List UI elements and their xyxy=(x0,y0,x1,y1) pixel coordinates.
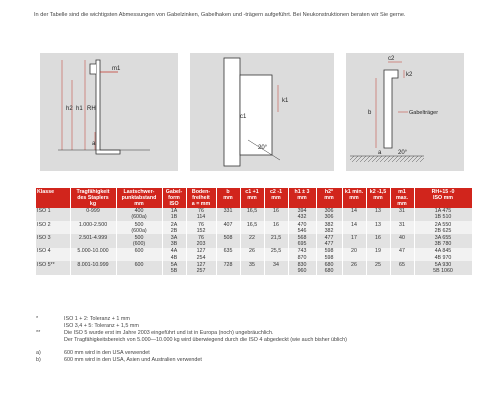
table-cell: 16,5 xyxy=(240,221,264,234)
table-row xyxy=(36,234,472,247)
column-header: k1 min. mm xyxy=(342,188,366,208)
table-row xyxy=(36,248,472,261)
footnote-text: 600 mm wird in den USA, Asien und Australien verwendet xyxy=(64,357,202,363)
table-cell: 830 960 xyxy=(288,261,316,274)
table-row xyxy=(36,208,472,221)
column-header: Lastschwer-punktabstand mm xyxy=(116,188,162,208)
table-cell: 25 xyxy=(366,261,390,274)
table-cell: 600 xyxy=(116,261,162,274)
table-cell: 743 870 xyxy=(288,248,316,261)
table-cell: 407 xyxy=(216,221,240,234)
footnote-mark: b) xyxy=(36,357,41,363)
footnote-mark: a) xyxy=(36,350,41,356)
column-header: Klasse xyxy=(36,188,70,208)
table-header-row xyxy=(36,188,472,208)
column-header: h2* mm xyxy=(316,188,342,208)
table-cell: ISO 2 xyxy=(36,221,70,234)
table-cell: ISO 4 xyxy=(36,248,70,261)
table-cell: 400 (600a) xyxy=(116,208,162,221)
fork-dimensions-table xyxy=(36,188,473,275)
column-header: b mm xyxy=(216,188,240,208)
table-cell: 500 (600) xyxy=(116,234,162,247)
table-cell: 5A 930 5B 1060 xyxy=(414,261,472,274)
table-cell: 65 xyxy=(390,261,414,274)
label-angle-2: 20° xyxy=(398,150,408,156)
label-a-carrier: a xyxy=(378,150,382,156)
table-cell: 470 546 xyxy=(288,221,316,234)
table-cell: 680 680 xyxy=(316,261,342,274)
table-cell: 1A 1B xyxy=(162,208,186,221)
table-cell: 598 598 xyxy=(316,248,342,261)
table-cell: 16 xyxy=(264,221,288,234)
table-cell: 5A 5B xyxy=(162,261,186,274)
table-cell: 3A 3B xyxy=(162,234,186,247)
column-header: c2 -1 mm xyxy=(264,188,288,208)
table-cell: 16 xyxy=(264,208,288,221)
table-cell: 382 382 xyxy=(316,221,342,234)
table-cell: 4A 845 4B 970 xyxy=(414,248,472,261)
table-cell: 13 xyxy=(366,221,390,234)
label-rh: RH xyxy=(87,106,96,112)
table-cell: 16 xyxy=(366,234,390,247)
table-cell: 0-999 xyxy=(70,208,116,221)
label-m1: m1 xyxy=(112,66,121,72)
table-cell: 508 xyxy=(216,234,240,247)
table-cell: 76 152 xyxy=(186,221,216,234)
table-cell: 20 xyxy=(342,248,366,261)
column-header: m1 max. mm xyxy=(390,188,414,208)
table-cell: 331 xyxy=(216,208,240,221)
label-c2: c2 xyxy=(388,56,395,62)
intro-text: In der Tabelle sind die wichtigsten Abmessungen von Gabelzinken, Gabelhaken und -trägern aufgeführt. Bei Neukonstruktionen beraten wir Sie gerne. xyxy=(34,12,406,18)
table-cell: ISO 3 xyxy=(36,234,70,247)
label-h1: h1 xyxy=(76,106,83,112)
table-cell: 14 xyxy=(342,208,366,221)
table-cell: 728 xyxy=(216,261,240,274)
table-cell: 76 114 xyxy=(186,208,216,221)
table-cell: 394 432 xyxy=(288,208,316,221)
table-cell: 25,5 xyxy=(264,248,288,261)
label-h2: h2 xyxy=(66,106,73,112)
label-angle-1: 20° xyxy=(258,145,268,151)
column-header: c1 +1 mm xyxy=(240,188,264,208)
footnote xyxy=(36,357,476,364)
footnote-text: 600 mm wird in den USA verwendet xyxy=(64,350,150,356)
column-header: Gabel-form ISO xyxy=(162,188,186,208)
label-k2: k2 xyxy=(406,72,413,78)
table-cell: 127 254 xyxy=(186,248,216,261)
table-cell: 306 306 xyxy=(316,208,342,221)
column-header: h1 ± 3 mm xyxy=(288,188,316,208)
table-cell: 76 203 xyxy=(186,234,216,247)
table-cell: 1.000-2.500 xyxy=(70,221,116,234)
table-cell: 14 xyxy=(342,221,366,234)
table-cell: ISO 1 xyxy=(36,208,70,221)
table-cell: 16,5 xyxy=(240,208,264,221)
footnote-text: Die ISO 5 wurde erst im Jahre 2003 eingeführt und ist in Europa (noch) ungebräuchlich. Der Tragfähigkeitsbereich von 5.000—10.000 kg wird überwiegend durch die ISO 4 abgedeckt (wie auch bisher üblich) xyxy=(64,330,347,343)
table-cell: 26 xyxy=(342,261,366,274)
table-cell: 35 xyxy=(240,261,264,274)
table-cell: 31 xyxy=(390,221,414,234)
table-cell: 600 xyxy=(116,248,162,261)
footnote xyxy=(36,350,476,357)
label-a: a xyxy=(92,141,96,147)
table-cell: 477 477 xyxy=(316,234,342,247)
table-cell: 8.001-10.999 xyxy=(70,261,116,274)
column-header: Tragfähigkeit des Staplers kg xyxy=(70,188,116,208)
footnote-mark: * xyxy=(36,316,39,322)
fork-dimension-diagrams xyxy=(0,50,500,175)
table-cell: 127 257 xyxy=(186,261,216,274)
table-cell: 3A 655 3B 780 xyxy=(414,234,472,247)
table-cell: 635 xyxy=(216,248,240,261)
table-cell: 1A 475 1B 510 xyxy=(414,208,472,221)
table-cell: 19 xyxy=(366,248,390,261)
footnote-text: ISO 1 + 2: Toleranz + 1 mm ISO 3,4 + 5: Toleranz + 1,5 mm xyxy=(64,316,139,329)
table-cell: 2A 550 2B 625 xyxy=(414,221,472,234)
table-cell: 21,5 xyxy=(264,234,288,247)
label-b: b xyxy=(368,110,372,116)
footnotes xyxy=(36,316,476,364)
table-cell: 47 xyxy=(390,248,414,261)
table-cell: 34 xyxy=(264,261,288,274)
table-cell: 568 695 xyxy=(288,234,316,247)
table-cell: 13 xyxy=(366,208,390,221)
footnote-mark: ** xyxy=(36,330,41,336)
column-header: k2 -1,5 mm xyxy=(366,188,390,208)
label-k1: k1 xyxy=(282,98,289,104)
table-cell: 2.501-4.999 xyxy=(70,234,116,247)
table-cell: 5.000-10.000 xyxy=(70,248,116,261)
table-cell: 2A 2B xyxy=(162,221,186,234)
column-header: RH+15 -0 ISO mm xyxy=(414,188,472,208)
label-c1: c1 xyxy=(240,114,247,120)
table-cell: 26 xyxy=(240,248,264,261)
label-gabeltraeger: Gabelträger xyxy=(409,110,439,116)
column-header: Boden-freiheit a = mm xyxy=(186,188,216,208)
table-body xyxy=(36,208,472,275)
footnote xyxy=(36,316,476,330)
table-row xyxy=(36,221,472,234)
table-cell: ISO 5** xyxy=(36,261,70,274)
table-cell: 22 xyxy=(240,234,264,247)
table-cell: 500 (600a) xyxy=(116,221,162,234)
table-row xyxy=(36,261,472,274)
table-cell: 17 xyxy=(342,234,366,247)
table-cell: 4A 4B xyxy=(162,248,186,261)
footnote xyxy=(36,330,476,344)
table-cell: 40 xyxy=(390,234,414,247)
table-cell: 31 xyxy=(390,208,414,221)
